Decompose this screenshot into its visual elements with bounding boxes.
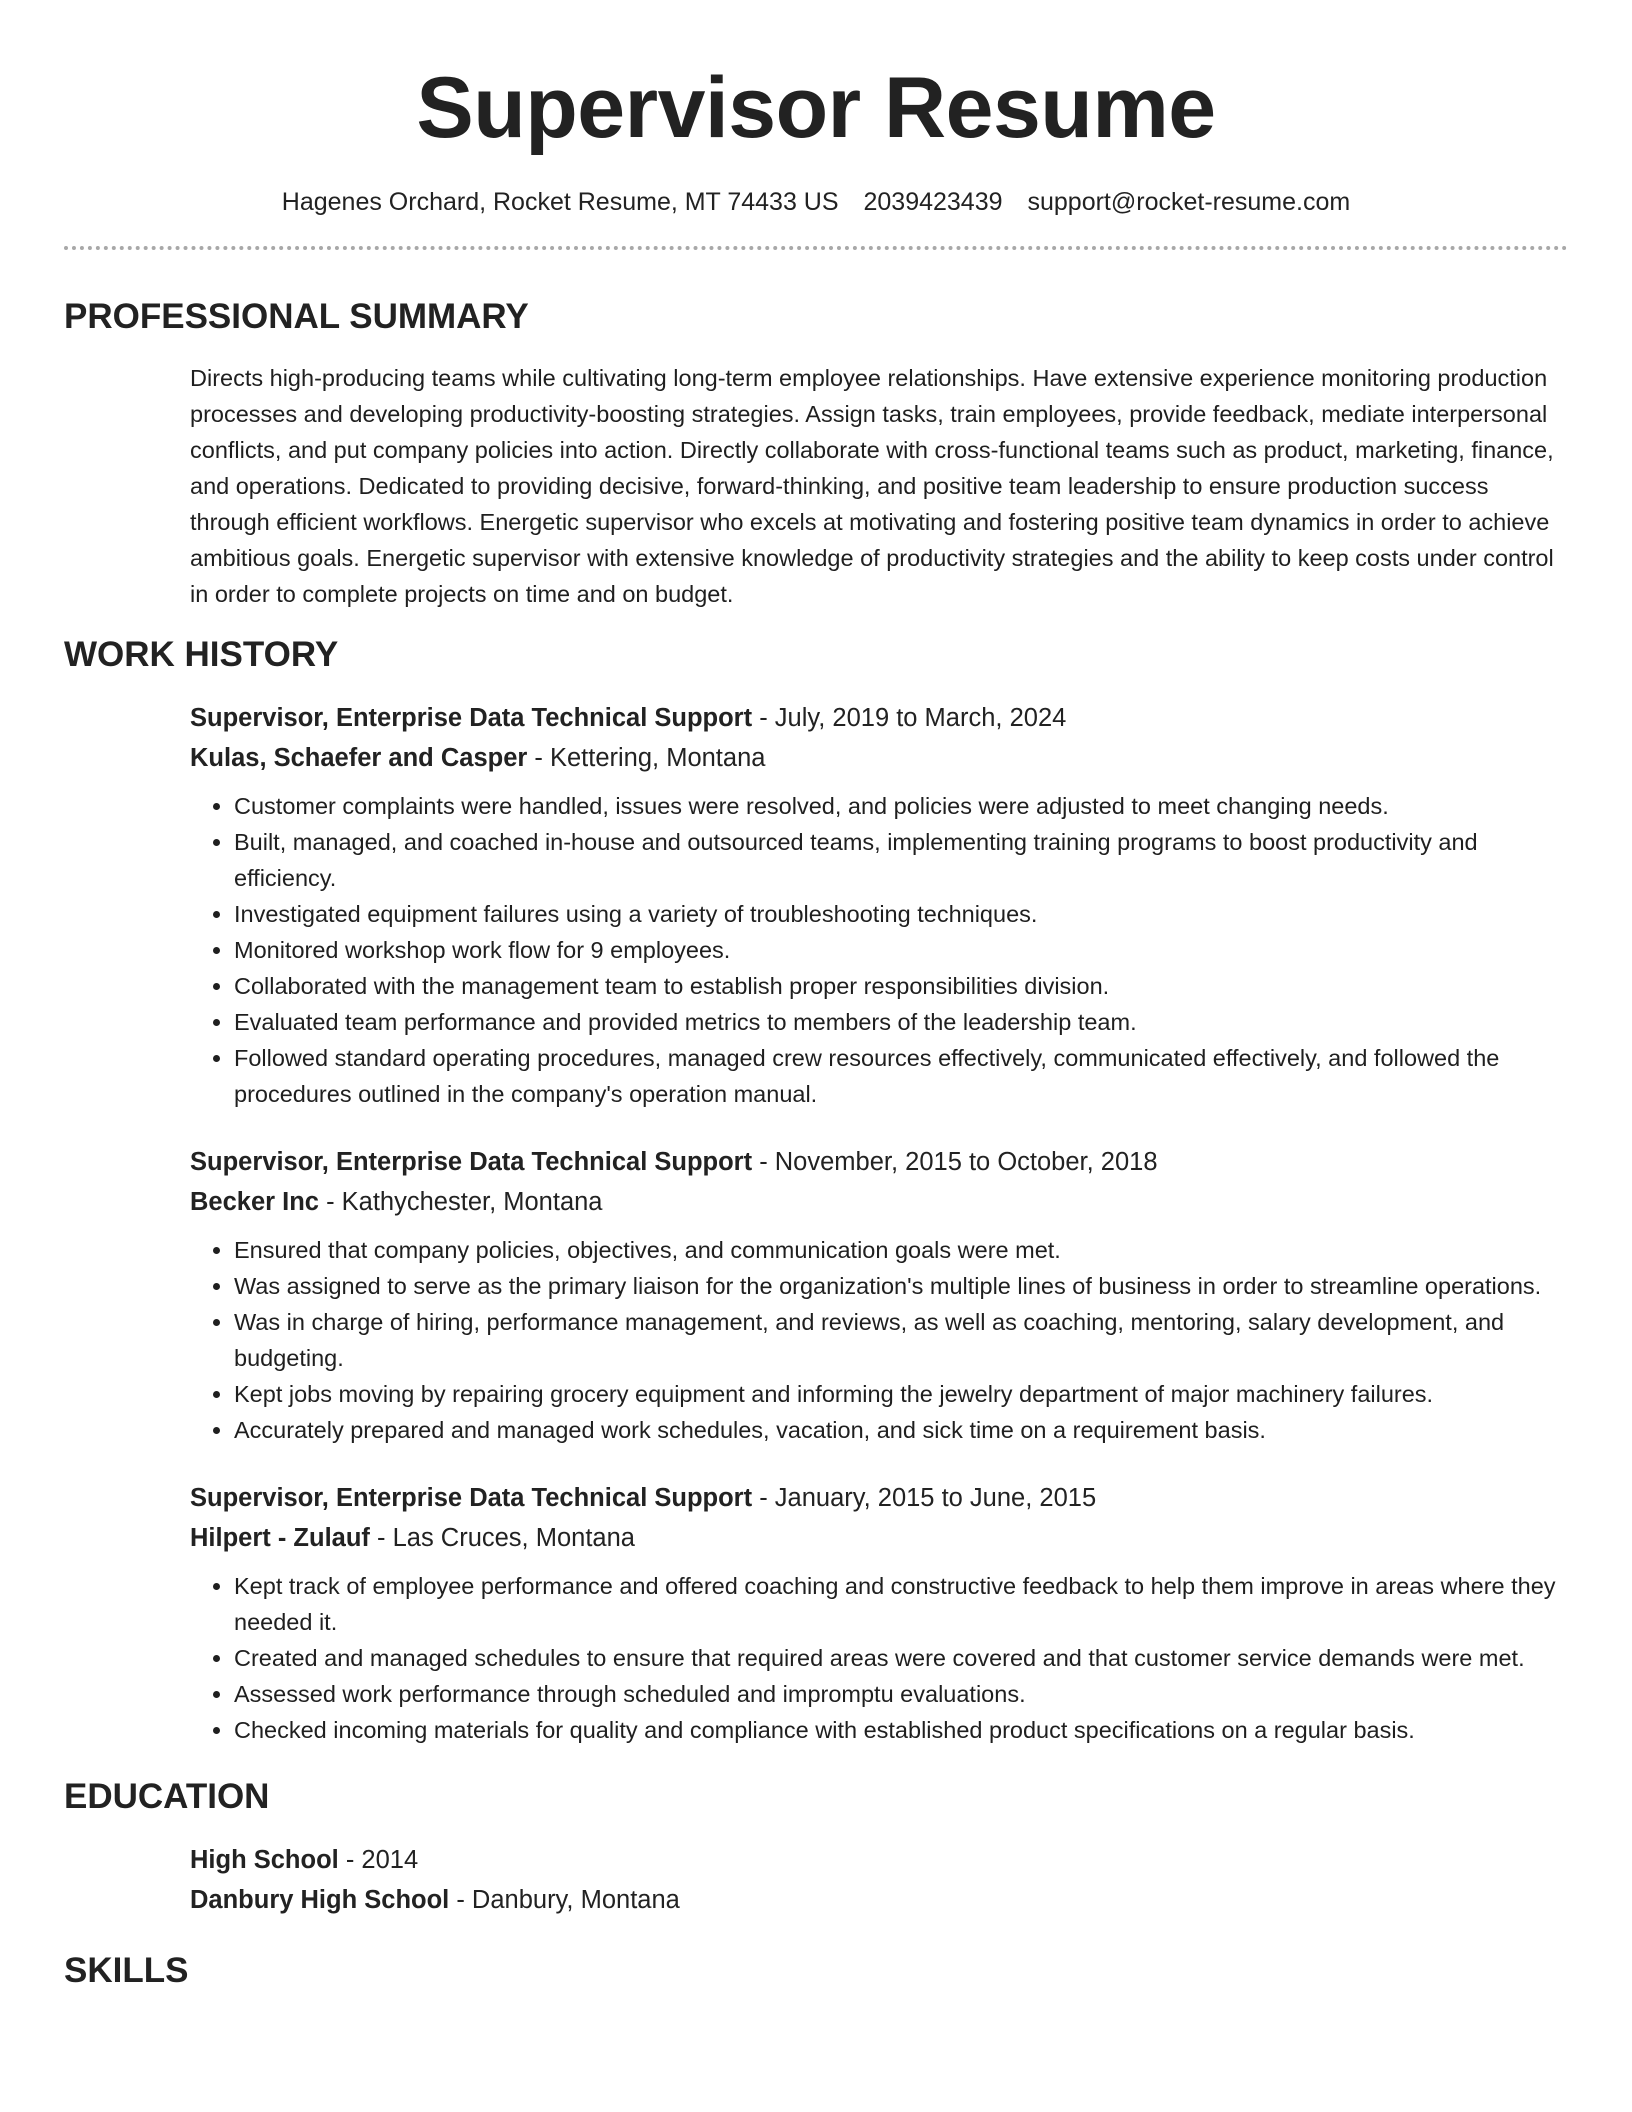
contact-email: support@rocket-resume.com [1027, 188, 1351, 216]
job-title: Supervisor, Enterprise Data Technical Support [190, 1484, 753, 1512]
job-location: - Kathychester, Montana [319, 1188, 603, 1216]
job-bullet: • Was assigned to serve as the primary liaison for the organization's multiple lines of business in order to streamline operations. [234, 1268, 1568, 1304]
job-dates: - November, 2015 to October, 2018 [752, 1148, 1158, 1176]
job-title-line [190, 1142, 1568, 1182]
job-company-line [190, 1182, 1568, 1222]
job-bullet: • Followed standard operating procedures, managed crew resources effectively, communicated effectively, and followed the procedures outlined in the company's operation manual. [234, 1040, 1568, 1112]
education-degree-line [190, 1840, 1568, 1880]
job-bullet: • Accurately prepared and managed work schedules, vacation, and sick time on a requirement basis. [234, 1412, 1568, 1448]
education-heading: EDUCATION [64, 1777, 270, 1816]
job-company-line [190, 738, 1568, 778]
work-history-list [190, 698, 1568, 1748]
contact-phone: 2039423439 [863, 188, 1003, 216]
job-title-line [190, 1478, 1568, 1518]
job-company: Hilpert - Zulauf [190, 1524, 370, 1552]
job-bullet: • Evaluated team performance and provided metrics to members of the leadership team. [234, 1004, 1568, 1040]
education-school-line [190, 1880, 1568, 1920]
education-entry [190, 1840, 1568, 1920]
job-location: - Kettering, Montana [527, 744, 766, 772]
job-bullet: • Monitored workshop work flow for 9 employees. [234, 932, 1568, 968]
job-bullet: • Checked incoming materials for quality and compliance with established product specifications on a regular basis. [234, 1712, 1568, 1748]
job-title: Supervisor, Enterprise Data Technical Support [190, 704, 753, 732]
job-dates: - July, 2019 to March, 2024 [752, 704, 1067, 732]
skills-heading: SKILLS [64, 1951, 189, 1990]
job-entry [190, 698, 1568, 1112]
job-bullet: • Customer complaints were handled, issues were resolved, and policies were adjusted to meet changing needs. [234, 788, 1568, 824]
education-degree: High School [190, 1846, 339, 1874]
job-bullets [190, 788, 1568, 1112]
resume-page [64, 0, 1568, 1992]
job-title-line [190, 698, 1568, 738]
summary-text: Directs high-producing teams while cultivating long-term employee relationships. Have extensive experience monitoring production processes and developing productivity-boosting strategies. Assign tasks, train employees, provide feedback, mediate interpersonal conflicts, and put company policies into action. Directly collaborate with cross-functional teams such as product, marketing, finance, and operations. Dedicated to providing decisive, forward-thinking, and positive team leadership to ensure production success through efficient workflows. Energetic supervisor who excels at motivating and fostering positive team dynamics in order to achieve ambitious goals. Energetic supervisor with extensive knowledge of productivity strategies and the ability to keep costs under control in order to complete projects on time and on budget. [190, 365, 1554, 607]
job-company: Becker Inc [190, 1188, 319, 1216]
job-bullet: • Built, managed, and coached in-house and outsourced teams, implementing training programs to boost productivity and efficiency. [234, 824, 1568, 896]
job-bullets [190, 1568, 1568, 1748]
job-bullet: • Ensured that company policies, objectives, and communication goals were met. [234, 1232, 1568, 1268]
education-year: - 2014 [338, 1846, 419, 1874]
job-bullet: • Collaborated with the management team to establish proper responsibilities division. [234, 968, 1568, 1004]
page-title: Supervisor Resume [416, 60, 1216, 156]
job-title: Supervisor, Enterprise Data Technical Support [190, 1148, 753, 1176]
contact-address: Hagenes Orchard, Rocket Resume, MT 74433 US [281, 188, 839, 216]
job-dates: - January, 2015 to June, 2015 [752, 1484, 1097, 1512]
job-bullet: • Assessed work performance through scheduled and impromptu evaluations. [234, 1676, 1568, 1712]
education-location: - Danbury, Montana [449, 1886, 680, 1914]
job-bullet: • Investigated equipment failures using a variety of troubleshooting techniques. [234, 896, 1568, 932]
header-divider [64, 246, 1568, 250]
job-company: Kulas, Schaefer and Casper [190, 744, 528, 772]
job-bullet: • Kept jobs moving by repairing grocery equipment and informing the jewelry department of major machinery failures. [234, 1376, 1568, 1412]
job-entry [190, 1478, 1568, 1748]
job-company-line [190, 1518, 1568, 1558]
job-location: - Las Cruces, Montana [369, 1524, 635, 1552]
job-entry [190, 1142, 1568, 1448]
job-bullet: • Kept track of employee performance and offered coaching and constructive feedback to help them improve in areas where they needed it. [234, 1568, 1568, 1640]
job-bullet: • Was in charge of hiring, performance management, and reviews, as well as coaching, mentoring, salary development, and budgeting. [234, 1304, 1568, 1376]
job-bullet: • Created and managed schedules to ensure that required areas were covered and that customer service demands were met. [234, 1640, 1568, 1676]
contact-line [64, 186, 1568, 218]
education-school: Danbury High School [190, 1886, 450, 1914]
work-history-heading: WORK HISTORY [64, 635, 339, 674]
job-bullets [190, 1232, 1568, 1448]
summary-heading: PROFESSIONAL SUMMARY [64, 297, 529, 336]
